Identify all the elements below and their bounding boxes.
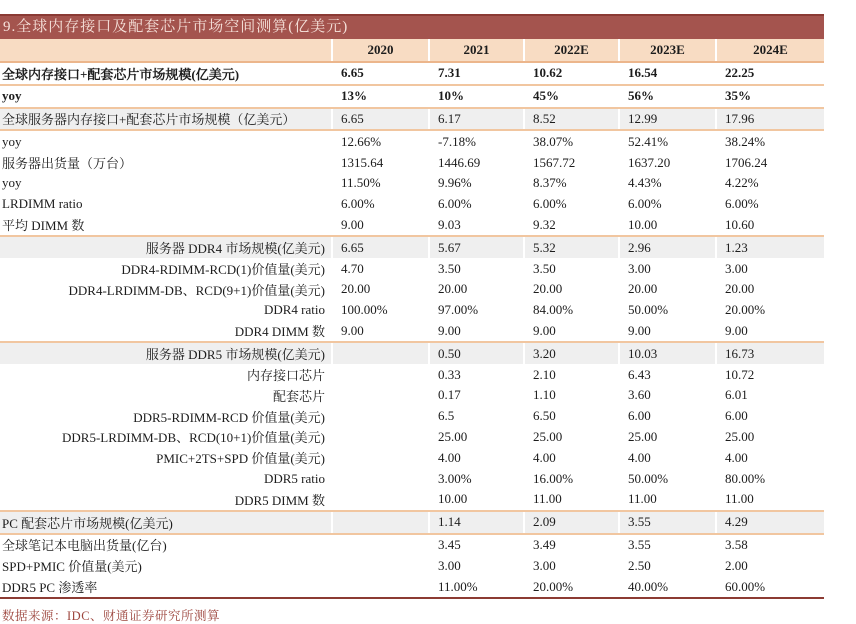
row-label: PC 配套芯片市场规模(亿美元) <box>0 511 332 534</box>
value-cell: 3.00 <box>716 258 824 279</box>
row-label: DDR5-LRDIMM-DB、RCD(10+1)价值量(美元) <box>62 430 325 446</box>
value-cell: 6.00 <box>716 406 824 427</box>
value-cell: 3.55 <box>619 534 716 556</box>
row-label: DDR5 ratio <box>263 470 325 486</box>
value-cell: 10.00 <box>429 489 524 511</box>
value-cell: 1.23 <box>716 236 824 258</box>
year-header-cell: 2024E <box>716 39 824 62</box>
value-cell: 100.00% <box>332 300 429 321</box>
value-cell: 10.00 <box>619 215 716 237</box>
value-cell: 56% <box>619 85 716 108</box>
row-label: 服务器出货量（万台） <box>2 156 133 172</box>
value-cell <box>332 534 429 556</box>
value-cell: 10.72 <box>716 364 824 385</box>
table-body <box>0 62 824 598</box>
table-row <box>0 173 824 194</box>
value-cell: 5.32 <box>524 236 619 258</box>
row-label: yoy <box>2 175 22 191</box>
row-label: DDR5-RDIMM-RCD 价值量(美元) <box>133 409 325 425</box>
value-cell: 1637.20 <box>619 152 716 173</box>
value-cell: 6.65 <box>332 108 429 131</box>
value-cell: 6.65 <box>332 62 429 85</box>
value-cell: 20.00 <box>332 279 429 300</box>
value-cell: 50.00% <box>619 300 716 321</box>
value-cell <box>332 427 429 448</box>
row-label: PMIC+2TS+SPD 价值量(美元) <box>156 451 325 467</box>
value-cell <box>332 447 429 468</box>
value-cell: 9.32 <box>524 215 619 237</box>
corner-cell <box>0 39 332 62</box>
value-cell: 3.58 <box>716 534 824 556</box>
table-row <box>0 364 824 385</box>
year-header-cell: 2022E <box>524 39 619 62</box>
value-cell: 97.00% <box>429 300 524 321</box>
value-cell: 50.00% <box>619 468 716 489</box>
value-cell: 25.00 <box>429 427 524 448</box>
table-row <box>0 130 824 152</box>
value-cell: 3.20 <box>524 342 619 364</box>
value-cell: 11.00 <box>716 489 824 511</box>
value-cell: 4.70 <box>332 258 429 279</box>
value-cell <box>332 385 429 406</box>
value-cell: 5.67 <box>429 236 524 258</box>
table-row <box>0 427 824 448</box>
row-label: 配套芯片 <box>272 388 325 404</box>
value-cell: 12.66% <box>332 130 429 152</box>
value-cell: 1567.72 <box>524 152 619 173</box>
value-cell: 20.00% <box>716 300 824 321</box>
value-cell: 52.41% <box>619 130 716 152</box>
year-header-cell: 2023E <box>619 39 716 62</box>
value-cell: 9.00 <box>619 321 716 343</box>
value-cell: 20.00 <box>716 279 824 300</box>
value-cell: 3.60 <box>619 385 716 406</box>
value-cell: 16.00% <box>524 468 619 489</box>
table-row <box>0 576 824 598</box>
value-cell: 80.00% <box>716 468 824 489</box>
table-row <box>0 321 824 343</box>
table-title: 9.全球内存接口及配套芯片市场空间测算(亿美元) <box>3 19 349 35</box>
value-cell: 20.00 <box>429 279 524 300</box>
value-cell: 1706.24 <box>716 152 824 173</box>
value-cell: 9.00 <box>332 215 429 237</box>
year-header-cell: 2021 <box>429 39 524 62</box>
value-cell: 35% <box>716 85 824 108</box>
value-cell: 22.25 <box>716 62 824 85</box>
value-cell: 6.5 <box>429 406 524 427</box>
value-cell: 3.49 <box>524 534 619 556</box>
value-cell: 20.00 <box>524 279 619 300</box>
value-cell: 4.29 <box>716 511 824 534</box>
value-cell: 6.17 <box>429 108 524 131</box>
value-cell: 25.00 <box>619 427 716 448</box>
table-title-bar <box>0 14 824 39</box>
value-cell: 10.03 <box>619 342 716 364</box>
value-cell: 3.55 <box>619 511 716 534</box>
value-cell: 12.99 <box>619 108 716 131</box>
table-row <box>0 279 824 300</box>
value-cell: 17.96 <box>716 108 824 131</box>
value-cell: 3.00 <box>524 555 619 576</box>
row-label: 平均 DIMM 数 <box>0 215 332 237</box>
table-row <box>0 194 824 215</box>
year-header-cell: 2020 <box>332 39 429 62</box>
value-cell: 13% <box>332 85 429 108</box>
value-cell: 11.00 <box>619 489 716 511</box>
value-cell: 11.50% <box>332 173 429 194</box>
row-label: DDR5 PC 渗透率 <box>0 576 332 598</box>
value-cell: 45% <box>524 85 619 108</box>
value-cell: 2.00 <box>716 555 824 576</box>
value-cell: 40.00% <box>619 576 716 598</box>
value-cell: 2.09 <box>524 511 619 534</box>
row-label: 全球内存接口+配套芯片市场规模(亿美元) <box>0 62 332 85</box>
table-row <box>0 85 824 108</box>
value-cell: 3.50 <box>429 258 524 279</box>
value-cell: 6.50 <box>524 406 619 427</box>
value-cell: 84.00% <box>524 300 619 321</box>
table-row <box>0 406 824 427</box>
value-cell: 10% <box>429 85 524 108</box>
row-label: SPD+PMIC 价值量(美元) <box>2 559 142 575</box>
table-row <box>0 555 824 576</box>
value-cell: 1446.69 <box>429 152 524 173</box>
row-label: 全球笔记本电脑出货量(亿台) <box>2 538 167 554</box>
value-cell: 2.96 <box>619 236 716 258</box>
value-cell: 6.00% <box>716 194 824 215</box>
value-cell: 4.00 <box>429 447 524 468</box>
value-cell: 0.50 <box>429 342 524 364</box>
value-cell: 4.22% <box>716 173 824 194</box>
table-row <box>0 215 824 237</box>
value-cell: 6.00% <box>524 194 619 215</box>
row-label: 服务器 DDR5 市场规模(亿美元) <box>0 342 332 364</box>
value-cell: 11.00% <box>429 576 524 598</box>
row-label: yoy <box>0 85 332 108</box>
value-cell: 9.00 <box>429 321 524 343</box>
row-label: yoy <box>2 133 22 149</box>
value-cell: 4.00 <box>619 447 716 468</box>
value-cell: 6.00 <box>619 406 716 427</box>
value-cell: 3.00 <box>619 258 716 279</box>
value-cell: 20.00 <box>619 279 716 300</box>
table-row <box>0 62 824 85</box>
table-row <box>0 258 824 279</box>
value-cell: 25.00 <box>716 427 824 448</box>
value-cell: 3.45 <box>429 534 524 556</box>
value-cell: 20.00% <box>524 576 619 598</box>
table-row <box>0 511 824 534</box>
value-cell: 6.65 <box>332 236 429 258</box>
table-row <box>0 236 824 258</box>
row-label: 服务器 DDR4 市场规模(亿美元) <box>0 236 332 258</box>
row-label: DDR5 DIMM 数 <box>0 489 332 511</box>
value-cell: 38.24% <box>716 130 824 152</box>
table-row <box>0 447 824 468</box>
table-row <box>0 534 824 556</box>
value-cell: 25.00 <box>524 427 619 448</box>
value-cell: -7.18% <box>429 130 524 152</box>
row-label: DDR4-LRDIMM-DB、RCD(9+1)价值量(美元) <box>68 282 325 298</box>
value-cell <box>332 576 429 598</box>
market-estimate-table <box>0 39 824 599</box>
value-cell <box>332 511 429 534</box>
value-cell: 11.00 <box>524 489 619 511</box>
value-cell: 9.03 <box>429 215 524 237</box>
value-cell <box>332 342 429 364</box>
value-cell: 9.00 <box>716 321 824 343</box>
row-label: 全球服务器内存接口+配套芯片市场规模（亿美元） <box>0 108 332 131</box>
table-row <box>0 342 824 364</box>
value-cell <box>332 364 429 385</box>
value-cell: 10.62 <box>524 62 619 85</box>
value-cell <box>332 489 429 511</box>
value-cell: 8.52 <box>524 108 619 131</box>
value-cell: 60.00% <box>716 576 824 598</box>
value-cell: 1.14 <box>429 511 524 534</box>
value-cell: 0.33 <box>429 364 524 385</box>
value-cell: 3.50 <box>524 258 619 279</box>
value-cell: 0.17 <box>429 385 524 406</box>
value-cell <box>332 468 429 489</box>
value-cell: 9.00 <box>524 321 619 343</box>
table-row <box>0 108 824 131</box>
value-cell: 3.00 <box>429 555 524 576</box>
value-cell: 3.00% <box>429 468 524 489</box>
year-header-row <box>0 39 824 62</box>
table-row <box>0 385 824 406</box>
value-cell: 38.07% <box>524 130 619 152</box>
value-cell: 2.10 <box>524 364 619 385</box>
table-row <box>0 300 824 321</box>
table-row <box>0 489 824 511</box>
value-cell <box>332 406 429 427</box>
value-cell: 4.00 <box>716 447 824 468</box>
table-row <box>0 152 824 173</box>
value-cell: 1.10 <box>524 385 619 406</box>
row-label: DDR4 ratio <box>263 302 325 318</box>
value-cell: 6.00% <box>429 194 524 215</box>
value-cell: 4.00 <box>524 447 619 468</box>
value-cell: 6.01 <box>716 385 824 406</box>
value-cell <box>332 555 429 576</box>
row-label: LRDIMM ratio <box>2 196 83 212</box>
value-cell: 16.54 <box>619 62 716 85</box>
value-cell: 7.31 <box>429 62 524 85</box>
value-cell: 2.50 <box>619 555 716 576</box>
value-cell: 9.00 <box>332 321 429 343</box>
value-cell: 1315.64 <box>332 152 429 173</box>
value-cell: 8.37% <box>524 173 619 194</box>
value-cell: 6.43 <box>619 364 716 385</box>
row-label: DDR4-RDIMM-RCD(1)价值量(美元) <box>121 262 325 278</box>
value-cell: 6.00% <box>619 194 716 215</box>
row-label: 内存接口芯片 <box>246 368 325 384</box>
table-row <box>0 468 824 489</box>
value-cell: 16.73 <box>716 342 824 364</box>
value-cell: 9.96% <box>429 173 524 194</box>
source-note: 数据来源：IDC、财通证券研究所测算 <box>2 608 221 623</box>
value-cell: 10.60 <box>716 215 824 237</box>
value-cell: 4.43% <box>619 173 716 194</box>
row-label: DDR4 DIMM 数 <box>0 321 332 343</box>
value-cell: 6.00% <box>332 194 429 215</box>
